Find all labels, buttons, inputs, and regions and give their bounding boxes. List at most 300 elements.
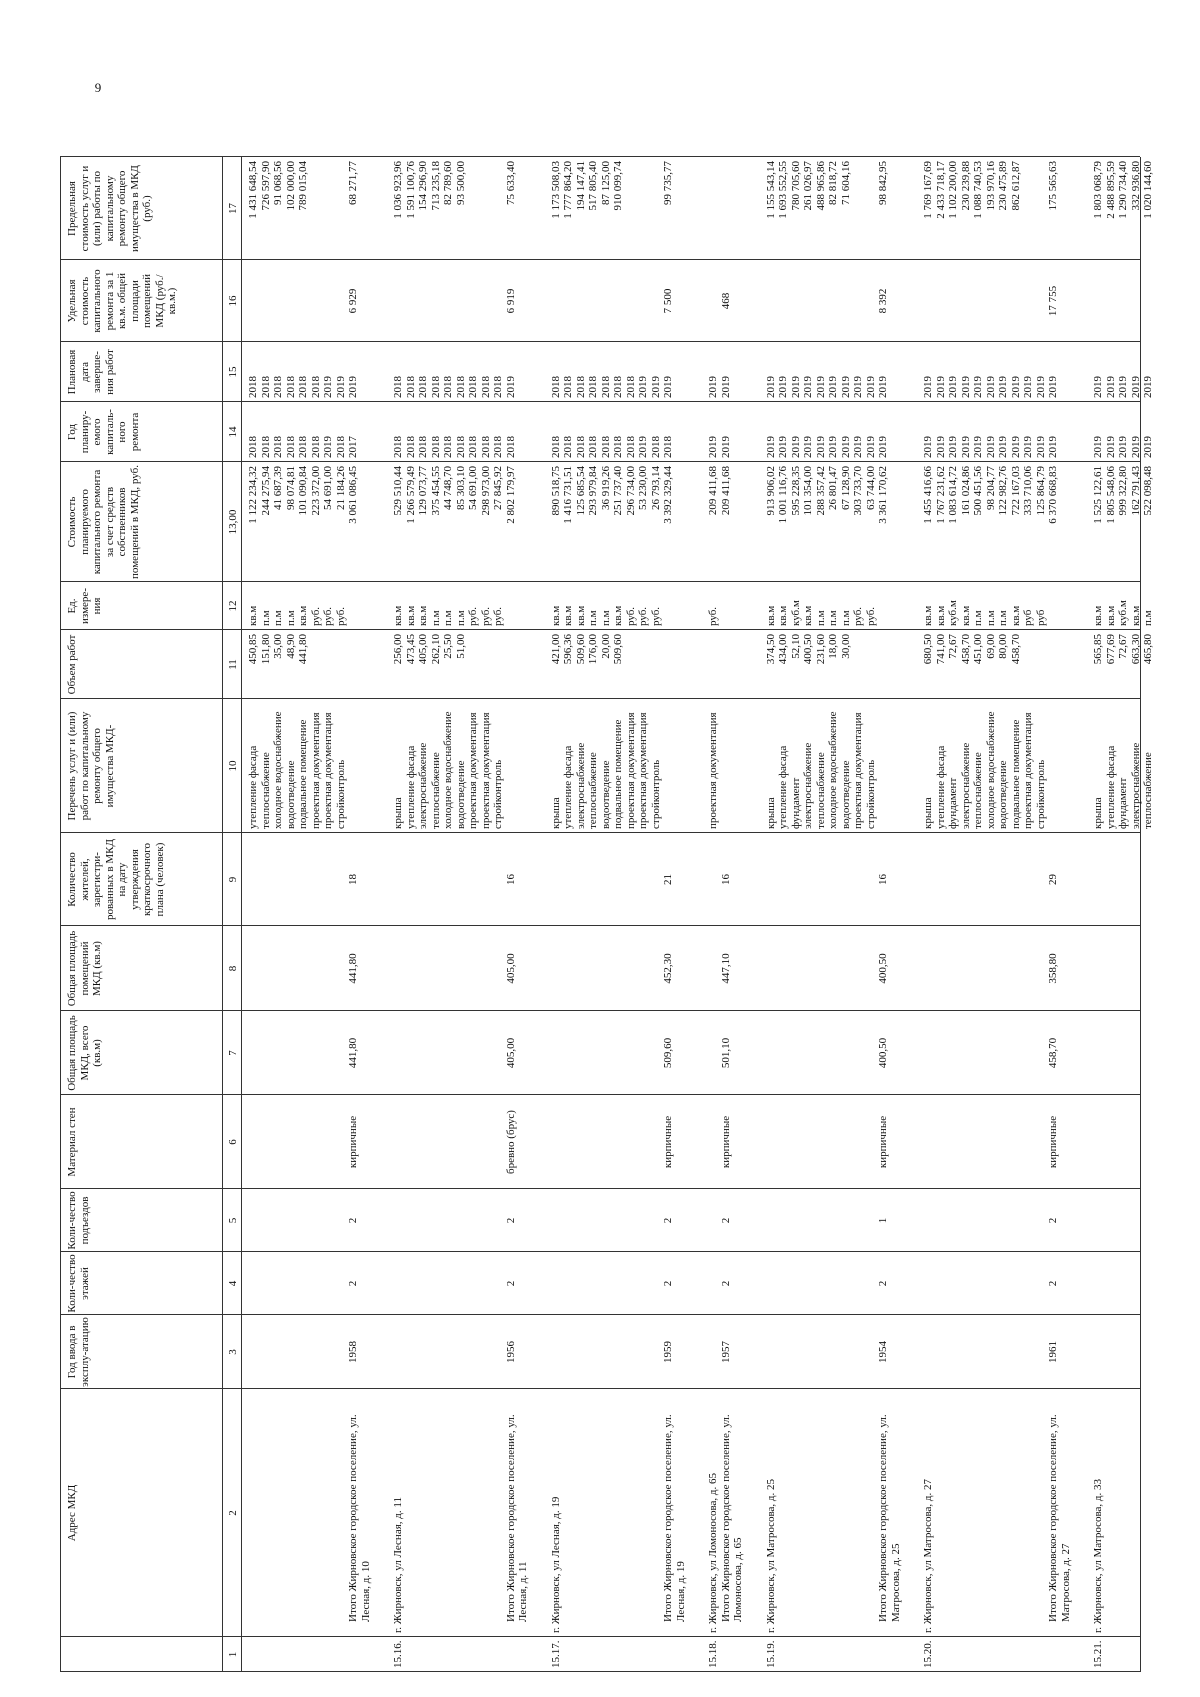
end-year: 2018 bbox=[492, 376, 504, 398]
work-type: утепление фасада bbox=[247, 745, 259, 829]
work-cost: 36 919,26 bbox=[599, 466, 612, 510]
column-header: Год ввода в эксплу-атацию bbox=[66, 1317, 91, 1387]
end-year: 2019 bbox=[997, 376, 1009, 398]
limit-cost: 332 936,80 bbox=[1129, 161, 1142, 211]
column-number: 15 bbox=[227, 366, 239, 378]
repair-year: 2019 bbox=[789, 436, 802, 458]
work-cost: 333 710,06 bbox=[1022, 466, 1034, 516]
limit-cost: 1 102 200,00 bbox=[947, 161, 959, 219]
work-type: стройконтроль bbox=[649, 759, 662, 829]
repair-year: 2019 bbox=[1047, 436, 1059, 458]
column-header: Год планиру-емого капиталь-ного ремонта bbox=[66, 409, 141, 455]
commission-year: 1956 bbox=[504, 1341, 517, 1363]
work-unit: п.м bbox=[454, 610, 467, 626]
column-header: Ед. измере-ния bbox=[66, 588, 103, 624]
column-number: 4 bbox=[227, 1280, 239, 1287]
end-year: 2018 bbox=[454, 376, 467, 398]
total-cost: 6 370 668,83 bbox=[1047, 466, 1059, 524]
work-volume: 663,30 bbox=[1129, 634, 1142, 665]
end-year: 2018 bbox=[587, 376, 599, 398]
work-cost: 293 979,84 bbox=[587, 466, 599, 516]
work-volume: 20,00 bbox=[599, 634, 612, 659]
work-cost: 500 451,56 bbox=[972, 466, 984, 516]
limit-cost: 87 125,00 bbox=[599, 161, 612, 205]
end-year: 2018 bbox=[574, 376, 587, 398]
work-unit: руб. bbox=[624, 606, 637, 626]
work-volume: 509,60 bbox=[574, 634, 587, 665]
end-year: 2018 bbox=[404, 376, 417, 398]
limit-cost: 154 296,90 bbox=[417, 161, 429, 211]
end-year: 2019 bbox=[947, 376, 959, 398]
commission-year: 1959 bbox=[662, 1341, 674, 1363]
work-volume: 151,80 bbox=[259, 634, 272, 665]
work-volume: 465,80 bbox=[1142, 634, 1154, 665]
limit-cost: 1 020 144,60 bbox=[1142, 161, 1154, 219]
limit-cost: 68 271,77 bbox=[347, 161, 359, 205]
floors: 2 bbox=[877, 1280, 889, 1287]
column-header: Материал стен bbox=[66, 1107, 78, 1177]
work-type: проектная документация bbox=[1022, 712, 1034, 829]
work-unit: кв.м bbox=[612, 605, 624, 626]
work-cost: 161 024,86 bbox=[959, 466, 972, 516]
work-unit: п.м bbox=[259, 610, 272, 626]
repair-year: 2018 bbox=[284, 436, 297, 458]
work-cost: 125 685,54 bbox=[574, 466, 587, 516]
end-year: 2019 bbox=[637, 376, 649, 398]
work-unit: кв.м bbox=[764, 605, 777, 626]
work-cost: 41 687,39 bbox=[272, 466, 284, 510]
repair-year: 2019 bbox=[1104, 436, 1117, 458]
work-cost: 288 357,42 bbox=[814, 466, 827, 516]
limit-cost: 726 597,90 bbox=[259, 161, 272, 211]
end-year: 2018 bbox=[429, 376, 442, 398]
repair-year: 2018 bbox=[574, 436, 587, 458]
work-unit: руб. bbox=[649, 606, 662, 626]
work-volume: 400,50 bbox=[802, 634, 814, 665]
work-unit: п.м bbox=[814, 610, 827, 626]
column-number: 16 bbox=[227, 295, 239, 307]
limit-cost: 910 099,74 bbox=[612, 161, 624, 211]
limit-cost: 780 705,60 bbox=[789, 161, 802, 211]
work-cost: 98 074,81 bbox=[284, 466, 297, 510]
work-cost: 44 748,70 bbox=[442, 466, 454, 510]
repair-year: 2018 bbox=[492, 436, 504, 458]
repair-year: 2019 bbox=[877, 436, 889, 458]
work-unit: п.м bbox=[984, 610, 997, 626]
end-year: 2019 bbox=[707, 376, 719, 398]
repair-year: 2019 bbox=[1034, 436, 1047, 458]
limit-cost: 71 604,16 bbox=[839, 161, 852, 205]
end-year: 2018 bbox=[467, 376, 479, 398]
work-volume: 451,00 bbox=[972, 634, 984, 665]
total-address: Итого Жирновское городское поселение, ул. Матросова, д. 25 bbox=[877, 1414, 902, 1622]
work-unit: кв.м bbox=[247, 605, 259, 626]
work-cost: 26 793,14 bbox=[649, 466, 662, 510]
premises-area: 441,80 bbox=[347, 953, 359, 984]
work-unit: п.м bbox=[587, 610, 599, 626]
repair-year: 2018 bbox=[599, 436, 612, 458]
limit-cost: 1 803 068,79 bbox=[1092, 161, 1104, 219]
work-type: водоотведение bbox=[454, 760, 467, 829]
total-area: 501,10 bbox=[719, 1037, 732, 1069]
end-year: 2019 bbox=[322, 376, 334, 398]
work-type: фундамент bbox=[1117, 777, 1129, 829]
item-number: 15.17. bbox=[549, 1640, 562, 1668]
work-type: проектная документация bbox=[707, 712, 719, 829]
limit-cost: 789 015,04 bbox=[297, 161, 309, 211]
work-type: теплоснабжение bbox=[587, 752, 599, 829]
limit-cost: 2 433 718,17 bbox=[934, 161, 947, 219]
work-volume: 262,10 bbox=[429, 634, 442, 665]
limit-cost: 2 488 895,59 bbox=[1104, 161, 1117, 219]
work-cost: 125 864,79 bbox=[1034, 466, 1047, 516]
end-year: 2018 bbox=[259, 376, 272, 398]
work-volume: 677,69 bbox=[1104, 634, 1117, 665]
end-year: 2019 bbox=[649, 376, 662, 398]
work-cost: 1 455 416,66 bbox=[922, 466, 934, 524]
end-year: 2019 bbox=[972, 376, 984, 398]
repair-year: 2019 bbox=[1092, 436, 1104, 458]
repair-year: 2018 bbox=[392, 436, 404, 458]
limit-cost: 488 965,86 bbox=[814, 161, 827, 211]
end-year: 2019 bbox=[827, 376, 839, 398]
repair-year: 2018 bbox=[562, 436, 574, 458]
total-area: 405,00 bbox=[504, 1037, 517, 1069]
limit-cost: 230 475,89 bbox=[997, 161, 1009, 211]
work-type: водоотведение bbox=[284, 760, 297, 829]
work-unit: п.м bbox=[284, 610, 297, 626]
entrances: 2 bbox=[347, 1217, 359, 1224]
work-type: стройконтроль bbox=[1034, 759, 1047, 829]
work-volume: 421,00 bbox=[549, 634, 562, 665]
unit-cost: 17 755 bbox=[1047, 285, 1059, 317]
work-type: фундамент bbox=[789, 777, 802, 829]
repair-year: 2019 bbox=[719, 436, 732, 458]
work-type: крыша bbox=[764, 797, 777, 829]
column-number: 3 bbox=[227, 1349, 239, 1355]
work-volume: 69,00 bbox=[984, 634, 997, 659]
work-cost: 999 322,80 bbox=[1117, 466, 1129, 516]
end-year: 2018 bbox=[549, 376, 562, 398]
work-type: стройконтроль bbox=[334, 759, 347, 829]
work-volume: 72,67 bbox=[1117, 634, 1129, 659]
end-year: 2018 bbox=[297, 376, 309, 398]
work-volume: 565,85 bbox=[1092, 634, 1104, 665]
commission-year: 1958 bbox=[347, 1341, 359, 1363]
work-volume: 458,70 bbox=[959, 634, 972, 665]
wall-material: кирпичные bbox=[662, 1115, 674, 1169]
end-year: 2019 bbox=[814, 376, 827, 398]
end-year: 2018 bbox=[247, 376, 259, 398]
work-cost: 67 128,90 bbox=[839, 466, 852, 510]
work-volume: 741,00 bbox=[934, 634, 947, 665]
work-type: проектная документация bbox=[479, 712, 492, 829]
work-type: фундамент bbox=[947, 777, 959, 829]
end-year: 2019 bbox=[1034, 376, 1047, 398]
repair-year: 2017 bbox=[347, 436, 359, 458]
work-type: стройконтроль bbox=[864, 759, 877, 829]
work-unit: п.м bbox=[442, 610, 454, 626]
end-year: 2018 bbox=[417, 376, 429, 398]
work-cost: 251 737,40 bbox=[612, 466, 624, 516]
column-header: Удельная стоимость капитального ремонта за 1 кв.м. общей площади помещений МКД (руб./кв.м.) bbox=[66, 269, 178, 333]
work-unit: п.м bbox=[429, 610, 442, 626]
mkd-address: г. Жирновск, ул Матросова, д. 25 bbox=[764, 1478, 777, 1633]
work-type: крыша bbox=[1092, 797, 1104, 829]
repair-year: 2018 bbox=[479, 436, 492, 458]
end-year: 2018 bbox=[479, 376, 492, 398]
repair-year: 2018 bbox=[247, 436, 259, 458]
unit-cost: 7 500 bbox=[662, 288, 674, 314]
work-unit: кв.м bbox=[934, 605, 947, 626]
work-unit: руб. bbox=[479, 606, 492, 626]
work-unit: руб. bbox=[852, 606, 864, 626]
column-header: Общая площадь помещений МКД (кв.м) bbox=[66, 930, 103, 1007]
work-type: утепление фасада bbox=[777, 745, 789, 829]
work-cost: 85 303,10 bbox=[454, 466, 467, 510]
commission-year: 1961 bbox=[1047, 1341, 1059, 1363]
total-address: Итого Жирновское городское поселение, ул. Матросова, д. 27 bbox=[1047, 1414, 1072, 1622]
row-rule bbox=[60, 157, 61, 1672]
repair-year: 2019 bbox=[814, 436, 827, 458]
work-type: проектная документация bbox=[624, 712, 637, 829]
limit-cost: 261 026,97 bbox=[802, 161, 814, 211]
work-type: водоотведение bbox=[997, 760, 1009, 829]
work-cost: 375 454,55 bbox=[429, 466, 442, 516]
column-header: Количество жителей, зарегистри-рованных в МКД на дату утверждения краткосрочного плана (человек) bbox=[66, 839, 166, 920]
column-header: Коли-чество этажей bbox=[66, 1254, 91, 1313]
repair-year: 2018 bbox=[259, 436, 272, 458]
work-type: электроснабжение bbox=[574, 742, 587, 829]
end-year: 2018 bbox=[599, 376, 612, 398]
work-type: крыша bbox=[922, 797, 934, 829]
limit-cost: 1 769 167,69 bbox=[922, 161, 934, 219]
repair-year: 2018 bbox=[612, 436, 624, 458]
work-cost: 223 372,00 bbox=[309, 466, 322, 516]
end-year: 2019 bbox=[1022, 376, 1034, 398]
column-number: 7 bbox=[227, 1050, 239, 1056]
column-number: 10 bbox=[227, 760, 239, 772]
work-type: стройконтроль bbox=[492, 759, 504, 829]
repair-year: 2019 bbox=[959, 436, 972, 458]
work-unit: кв.м bbox=[417, 605, 429, 626]
work-cost: 522 098,48 bbox=[1142, 466, 1154, 516]
work-type: проектная документация bbox=[309, 712, 322, 829]
row-rule bbox=[241, 157, 242, 1672]
repair-year: 2019 bbox=[839, 436, 852, 458]
end-year: 2018 bbox=[272, 376, 284, 398]
column-header: Плановая дата заверше-ния работ bbox=[66, 349, 116, 395]
work-type: проектная документация bbox=[322, 712, 334, 829]
total-area: 458,70 bbox=[1047, 1037, 1059, 1069]
page-number: 9 bbox=[94, 80, 102, 95]
total-cost: 3 061 086,45 bbox=[347, 466, 359, 524]
total-address: Итого Жирновское городское поселение, ул. Ломоносова, д. 65 bbox=[719, 1414, 744, 1622]
end-year: 2019 bbox=[984, 376, 997, 398]
limit-cost: 91 068,56 bbox=[272, 161, 284, 205]
work-type: теплоснабжение bbox=[972, 752, 984, 829]
work-unit: руб. bbox=[707, 606, 719, 626]
residents: 18 bbox=[347, 874, 359, 885]
column-header: Коли-чество подъездов bbox=[66, 1191, 91, 1250]
residents: 21 bbox=[662, 874, 674, 885]
work-unit: кв.м bbox=[562, 605, 574, 626]
work-cost: 1 122 234,32 bbox=[247, 466, 259, 524]
work-cost: 101 354,00 bbox=[802, 466, 814, 516]
end-year: 2019 bbox=[504, 376, 517, 398]
work-volume: 441,80 bbox=[297, 634, 309, 665]
work-unit: кв.м bbox=[549, 605, 562, 626]
column-number: 1 bbox=[227, 1651, 239, 1658]
work-volume: 256,00 bbox=[392, 634, 404, 665]
limit-cost: 99 735,77 bbox=[662, 161, 674, 205]
total-cost: 2 802 179,97 bbox=[504, 466, 517, 524]
repair-year: 2019 bbox=[637, 436, 649, 458]
entrances: 1 bbox=[877, 1217, 889, 1224]
end-year: 2019 bbox=[877, 376, 889, 398]
end-year: 2019 bbox=[777, 376, 789, 398]
work-cost: 890 518,75 bbox=[549, 466, 562, 516]
work-type: водоотведение bbox=[599, 760, 612, 829]
limit-cost: 98 842,95 bbox=[877, 161, 889, 205]
work-unit: куб.м bbox=[1117, 600, 1129, 626]
work-unit: руб. bbox=[637, 606, 649, 626]
column-number: 8 bbox=[227, 965, 239, 972]
item-number: 15.18. bbox=[707, 1640, 719, 1668]
column-number: 13,00 bbox=[227, 509, 239, 535]
total-area: 441,80 bbox=[347, 1037, 359, 1069]
end-year: 2018 bbox=[442, 376, 454, 398]
repair-year: 2019 bbox=[1142, 436, 1154, 458]
limit-cost: 75 633,40 bbox=[504, 161, 517, 205]
limit-cost: 175 565,63 bbox=[1047, 161, 1059, 211]
work-volume: 434,00 bbox=[777, 634, 789, 665]
work-type: холодное водоснабжение bbox=[442, 711, 454, 829]
work-unit: п.м bbox=[839, 610, 852, 626]
work-cost: 244 275,94 bbox=[259, 466, 272, 516]
wall-material: бревно (брус) bbox=[504, 1110, 517, 1174]
rotated-page bbox=[60, 42, 1154, 1672]
work-unit: кв.м bbox=[959, 605, 972, 626]
column-header: Адрес МКД bbox=[66, 1484, 78, 1542]
capital-repair-table bbox=[60, 42, 1154, 1672]
repair-year: 2018 bbox=[624, 436, 637, 458]
end-year: 2019 bbox=[764, 376, 777, 398]
work-type: проектная документация bbox=[852, 712, 864, 829]
repair-year: 2018 bbox=[334, 436, 347, 458]
floors: 2 bbox=[347, 1280, 359, 1287]
work-type: утепление фасада bbox=[1104, 745, 1117, 829]
work-volume: 80,00 bbox=[997, 634, 1009, 659]
end-year: 2019 bbox=[1092, 376, 1104, 398]
limit-cost: 1 693 552,55 bbox=[777, 161, 789, 219]
end-year: 2018 bbox=[309, 376, 322, 398]
work-unit: куб.м bbox=[947, 600, 959, 626]
work-type: электроснабжение bbox=[959, 742, 972, 829]
wall-material: кирпичные bbox=[877, 1115, 889, 1169]
work-unit: п.м bbox=[997, 610, 1009, 626]
unit-cost: 6 919 bbox=[504, 288, 517, 314]
end-year: 2018 bbox=[284, 376, 297, 398]
work-type: подвальное помещение bbox=[612, 719, 624, 829]
work-volume: 450,85 bbox=[247, 634, 259, 665]
repair-year: 2018 bbox=[649, 436, 662, 458]
work-type: утепление фасада bbox=[404, 745, 417, 829]
work-type: теплоснабжение bbox=[1142, 752, 1154, 829]
work-type: холодное водоснабжение bbox=[827, 711, 839, 829]
wall-material: кирпичные bbox=[347, 1115, 359, 1169]
end-year: 2019 bbox=[719, 376, 732, 398]
column-header: Общая площадь МКД, всего (кв.м) bbox=[66, 1015, 103, 1091]
work-volume: 596,36 bbox=[562, 634, 574, 665]
repair-year: 2019 bbox=[864, 436, 877, 458]
work-unit: кв.м bbox=[1129, 605, 1142, 626]
end-year: 2019 bbox=[662, 376, 674, 398]
work-type: утепление фасада bbox=[934, 745, 947, 829]
end-year: 2019 bbox=[1047, 376, 1059, 398]
end-year: 2019 bbox=[839, 376, 852, 398]
column-number: 11 bbox=[227, 659, 239, 670]
end-year: 2019 bbox=[1104, 376, 1117, 398]
end-year: 2019 bbox=[1009, 376, 1022, 398]
work-volume: 458,70 bbox=[1009, 634, 1022, 665]
limit-cost: 1 290 734,40 bbox=[1117, 161, 1129, 219]
work-unit: п.м bbox=[272, 610, 284, 626]
total-cost: 209 411,68 bbox=[719, 466, 732, 516]
work-unit: п.м bbox=[1142, 610, 1154, 626]
work-cost: 529 510,44 bbox=[392, 466, 404, 516]
repair-year: 2018 bbox=[662, 436, 674, 458]
repair-year: 2018 bbox=[467, 436, 479, 458]
work-type: подвальное помещение bbox=[297, 719, 309, 829]
limit-cost: 82 818,72 bbox=[827, 161, 839, 205]
work-unit: кв.м bbox=[922, 605, 934, 626]
end-year: 2019 bbox=[852, 376, 864, 398]
work-cost: 27 845,92 bbox=[492, 466, 504, 510]
work-type: холодное водоснабжение bbox=[984, 711, 997, 829]
work-type: теплоснабжение bbox=[814, 752, 827, 829]
limit-cost: 193 970,16 bbox=[984, 161, 997, 211]
repair-year: 2019 bbox=[802, 436, 814, 458]
repair-year: 2018 bbox=[587, 436, 599, 458]
work-cost: 122 982,76 bbox=[997, 466, 1009, 516]
work-volume: 72,67 bbox=[947, 634, 959, 659]
limit-cost: 93 500,00 bbox=[454, 161, 467, 205]
column-number: 2 bbox=[227, 1510, 239, 1516]
limit-cost: 1 431 648,54 bbox=[247, 161, 259, 219]
end-year: 2019 bbox=[789, 376, 802, 398]
limit-cost: 517 805,40 bbox=[587, 161, 599, 211]
entrances: 2 bbox=[1047, 1217, 1059, 1224]
total-address: Итого Жирновское городское поселение, ул. Лесная, д. 19 bbox=[662, 1414, 687, 1622]
end-year: 2019 bbox=[934, 376, 947, 398]
column-number: 9 bbox=[227, 876, 239, 883]
repair-year: 2018 bbox=[309, 436, 322, 458]
work-volume: 35,00 bbox=[272, 634, 284, 659]
work-cost: 101 090,84 bbox=[297, 466, 309, 516]
repair-year: 2019 bbox=[972, 436, 984, 458]
work-cost: 595 228,35 bbox=[789, 466, 802, 516]
work-type: электроснабжение bbox=[802, 742, 814, 829]
repair-year: 2018 bbox=[272, 436, 284, 458]
repair-year: 2018 bbox=[429, 436, 442, 458]
floors: 2 bbox=[1047, 1280, 1059, 1287]
work-unit: кв.м bbox=[777, 605, 789, 626]
work-unit: кв.м bbox=[802, 605, 814, 626]
work-volume: 405,00 bbox=[417, 634, 429, 665]
limit-cost: 230 239,88 bbox=[959, 161, 972, 211]
work-unit: кв.м bbox=[1009, 605, 1022, 626]
